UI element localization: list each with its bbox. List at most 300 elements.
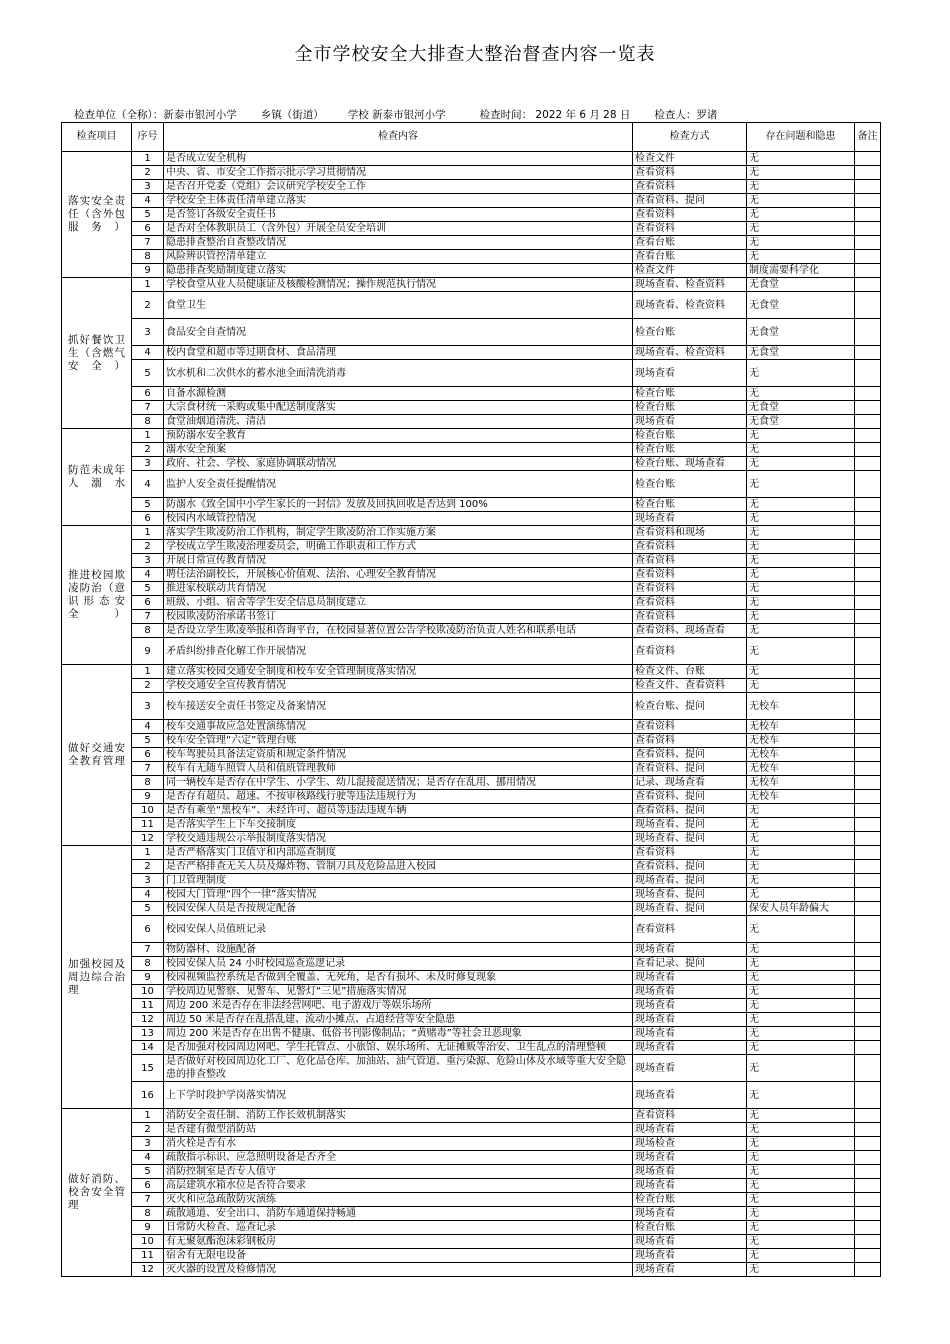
check-method: 现场查看 [633, 1027, 747, 1041]
remark-cell [855, 554, 881, 568]
check-method: 现场查看、检查资料 [633, 278, 747, 292]
problem-found: 无 [747, 874, 855, 888]
row-number: 2 [132, 540, 164, 554]
check-content: 食品安全自查情况 [164, 319, 633, 346]
check-method: 查看资料 [633, 568, 747, 582]
check-content: 消防安全责任制、消防工作长效机制落实 [164, 1109, 633, 1123]
inspector: 检查人：罗诸 [654, 109, 718, 121]
check-method: 检查台账 [633, 319, 747, 346]
remark-cell [855, 985, 881, 999]
row-number: 12 [132, 1263, 164, 1277]
row-number: 9 [132, 264, 164, 278]
check-method: 现场查看、提问 [633, 874, 747, 888]
check-method: 现场查看、检查资料 [633, 346, 747, 360]
table-row [62, 1041, 881, 1055]
check-content: 防溺水《致全国中小学生家长的一封信》发放及回执回收是否达到 100% [164, 498, 633, 512]
row-number: 9 [132, 638, 164, 665]
check-method: 现场查看 [633, 1151, 747, 1165]
problem-found: 无 [747, 387, 855, 401]
row-number: 8 [132, 415, 164, 429]
check-content: 是否有乘坐“黑校车”、未经许可、超员等违法违规车辆 [164, 804, 633, 818]
remark-cell [855, 360, 881, 387]
row-number: 2 [132, 1123, 164, 1137]
check-method: 现场检查 [633, 1137, 747, 1151]
row-number: 3 [132, 1137, 164, 1151]
remark-cell [855, 790, 881, 804]
remark-cell [855, 762, 881, 776]
table-row [62, 818, 881, 832]
problem-found: 无 [747, 1123, 855, 1137]
remark-cell [855, 624, 881, 638]
header-no: 序号 [132, 123, 164, 152]
remark-cell [855, 264, 881, 278]
check-content: 校园安保人员值班记录 [164, 916, 633, 943]
check-method: 查看台账 [633, 236, 747, 250]
remark-cell [855, 999, 881, 1013]
check-content: 落实学生欺凌防治工作机构，制定学生欺凌防治工作实施方案 [164, 526, 633, 540]
problem-found: 无 [747, 1082, 855, 1109]
row-number: 9 [132, 790, 164, 804]
check-method: 检查台账 [633, 387, 747, 401]
check-method: 检查文件、查看资料 [633, 679, 747, 693]
remark-cell [855, 860, 881, 874]
check-method: 查看资料 [633, 166, 747, 180]
check-method: 现场查看 [633, 971, 747, 985]
table-row [62, 1123, 881, 1137]
problem-found: 无 [747, 1207, 855, 1221]
problem-found: 无 [747, 596, 855, 610]
problem-found: 无 [747, 1041, 855, 1055]
problem-found: 无食堂 [747, 292, 855, 319]
problem-found: 无 [747, 957, 855, 971]
problem-found: 无 [747, 999, 855, 1013]
problem-found: 无校车 [747, 790, 855, 804]
check-content: 是否签订各级安全责任书 [164, 208, 633, 222]
problem-found: 无 [747, 971, 855, 985]
table-row [62, 971, 881, 985]
row-number: 3 [132, 319, 164, 346]
row-number: 7 [132, 610, 164, 624]
problem-found: 无 [747, 360, 855, 387]
remark-cell [855, 1221, 881, 1235]
problem-found: 无 [747, 236, 855, 250]
table-row [62, 222, 881, 236]
table-row [62, 526, 881, 540]
remark-cell [855, 292, 881, 319]
remark-cell [855, 610, 881, 624]
remark-cell [855, 957, 881, 971]
header-remark: 备注 [855, 123, 881, 152]
check-method: 查看资料、提问 [633, 748, 747, 762]
check-method: 查看资料、提问 [633, 860, 747, 874]
remark-cell [855, 846, 881, 860]
check-content: 校园欺凌防治承诺书签订 [164, 610, 633, 624]
check-method: 查看资料 [633, 916, 747, 943]
check-method: 记录、现场查看 [633, 776, 747, 790]
row-number: 3 [132, 180, 164, 194]
check-content: 消防控制室是否专人值守 [164, 1165, 633, 1179]
check-method: 查看资料、提问 [633, 804, 747, 818]
problem-found: 无校车 [747, 693, 855, 720]
table-row [62, 443, 881, 457]
problem-found: 保安人员年龄偏大 [747, 902, 855, 916]
table-row [62, 346, 881, 360]
remark-cell [855, 319, 881, 346]
table-row [62, 1055, 881, 1082]
table-row [62, 720, 881, 734]
table-row [62, 943, 881, 957]
check-content: 预防溺水安全教育 [164, 429, 633, 443]
table-row [62, 582, 881, 596]
problem-found: 无食堂 [747, 319, 855, 346]
page-title: 全市学校安全大排查大整治督查内容一览表 [294, 44, 656, 65]
remark-cell [855, 720, 881, 734]
check-method: 现场查看 [633, 360, 747, 387]
check-method: 检查台账 [633, 1221, 747, 1235]
remark-cell [855, 568, 881, 582]
problem-found: 无 [747, 166, 855, 180]
remark-cell [855, 1109, 881, 1123]
problem-found: 无 [747, 1263, 855, 1277]
problem-found: 无 [747, 679, 855, 693]
problem-found: 无 [747, 818, 855, 832]
table-row [62, 888, 881, 902]
check-content: 是否落实学生上下车交接制度 [164, 818, 633, 832]
header-item: 检查项目 [62, 123, 132, 152]
remark-cell [855, 1123, 881, 1137]
row-number: 8 [132, 1207, 164, 1221]
remark-cell [855, 194, 881, 208]
problem-found: 无校车 [747, 748, 855, 762]
problem-found: 无 [747, 1151, 855, 1165]
problem-found: 无 [747, 1055, 855, 1082]
remark-cell [855, 222, 881, 236]
check-content: 校园安保人员 24 小时校园巡查巡逻记录 [164, 957, 633, 971]
remark-cell [855, 638, 881, 665]
check-method: 现场查看 [633, 1179, 747, 1193]
remark-cell [855, 208, 881, 222]
row-number: 6 [132, 748, 164, 762]
remark-cell [855, 734, 881, 748]
row-number: 5 [132, 208, 164, 222]
table-row [62, 1221, 881, 1235]
row-number: 12 [132, 832, 164, 846]
table-row [62, 734, 881, 748]
check-content: 隐患排查奖励制度建立落实 [164, 264, 633, 278]
check-method: 现场查看 [633, 1207, 747, 1221]
table-row [62, 152, 881, 166]
remark-cell [855, 1179, 881, 1193]
table-row [62, 1207, 881, 1221]
check-method: 查看资料、现场查看 [633, 624, 747, 638]
row-number: 5 [132, 1165, 164, 1179]
problem-found: 无食堂 [747, 415, 855, 429]
problem-found: 无 [747, 1221, 855, 1235]
remark-cell [855, 776, 881, 790]
row-number: 4 [132, 471, 164, 498]
remark-cell [855, 748, 881, 762]
check-content: 是否召开党委（党组）会议研究学校安全工作 [164, 180, 633, 194]
problem-found: 无校车 [747, 720, 855, 734]
check-content: 自备水源检测 [164, 387, 633, 401]
check-content: 校车驾驶员具备法定资质和规定条件情况 [164, 748, 633, 762]
check-content: 是否建有微型消防站 [164, 1123, 633, 1137]
check-method: 检查文件 [633, 152, 747, 166]
check-method: 查看资料、提问 [633, 790, 747, 804]
remark-cell [855, 498, 881, 512]
check-content: 上下学时段护学岗落实情况 [164, 1082, 633, 1109]
remark-cell [855, 415, 881, 429]
check-content: 学校安全主体责任清单建立落实 [164, 194, 633, 208]
check-method: 现场查看 [633, 1013, 747, 1027]
check-method: 现场查看 [633, 1123, 747, 1137]
remark-cell [855, 1193, 881, 1207]
table-row [62, 638, 881, 665]
row-number: 4 [132, 568, 164, 582]
check-content: 班级、小组、宿舍等学生安全信息员制度建立 [164, 596, 633, 610]
problem-found: 无 [747, 443, 855, 457]
check-method: 现场查看、检查资料 [633, 292, 747, 319]
table-row [62, 624, 881, 638]
row-number: 3 [132, 693, 164, 720]
problem-found: 无 [747, 554, 855, 568]
check-content: 聘任法治副校长，开展核心价值观、法治、心理安全教育情况 [164, 568, 633, 582]
table-row [62, 568, 881, 582]
table-row [62, 264, 881, 278]
problem-found: 无 [747, 429, 855, 443]
remark-cell [855, 1041, 881, 1055]
table-row [62, 457, 881, 471]
check-content: 风险辨识管控清单建立 [164, 250, 633, 264]
table-row [62, 387, 881, 401]
check-content: 灭火器的设置及检修情况 [164, 1263, 633, 1277]
table-row [62, 1151, 881, 1165]
row-number: 5 [132, 498, 164, 512]
problem-found: 制度需要科学化 [747, 264, 855, 278]
table-row [62, 902, 881, 916]
remark-cell [855, 1207, 881, 1221]
table-row [62, 985, 881, 999]
section-name: 抓好餐饮卫生（含燃气安全） [62, 278, 132, 429]
row-number: 8 [132, 250, 164, 264]
row-number: 6 [132, 512, 164, 526]
remark-cell [855, 888, 881, 902]
problem-found: 无 [747, 498, 855, 512]
remark-cell [855, 1249, 881, 1263]
inspection-unit: 检查单位（全称）：新泰市银河小学 [74, 109, 237, 121]
check-content: 推进家校联动共育情况 [164, 582, 633, 596]
problem-found: 无 [747, 1193, 855, 1207]
remark-cell [855, 902, 881, 916]
check-content: 是否成立安全机构 [164, 152, 633, 166]
check-method: 查看记录、提问 [633, 957, 747, 971]
remark-cell [855, 1082, 881, 1109]
check-method: 检查台账 [633, 498, 747, 512]
row-number: 7 [132, 1193, 164, 1207]
row-number: 8 [132, 957, 164, 971]
problem-found: 无 [747, 526, 855, 540]
section-name: 防范未成年人溺水 [62, 429, 132, 526]
remark-cell [855, 804, 881, 818]
table-row [62, 292, 881, 319]
check-method: 现场查看 [633, 1263, 747, 1277]
check-content: 食堂油烟道清洗、清洁 [164, 415, 633, 429]
row-number: 2 [132, 443, 164, 457]
table-row [62, 748, 881, 762]
remark-cell [855, 693, 881, 720]
problem-found: 无 [747, 1013, 855, 1027]
check-content: 物防器材、设施配备 [164, 943, 633, 957]
check-method: 现场查看、提问 [633, 888, 747, 902]
check-method: 现场查看 [633, 1235, 747, 1249]
table-row [62, 250, 881, 264]
check-content: 疏散通道、安全出口、消防车通道保持畅通 [164, 1207, 633, 1221]
row-number: 8 [132, 624, 164, 638]
inspection-school: 学校 新泰市银河小学 [347, 109, 446, 121]
check-method: 检查台账 [633, 429, 747, 443]
check-method: 查看资料 [633, 554, 747, 568]
inspection-info [74, 107, 717, 122]
problem-found: 无 [747, 860, 855, 874]
row-number: 3 [132, 874, 164, 888]
check-content: 溺水安全预案 [164, 443, 633, 457]
check-content: 校园大门管理“四个一律”落实情况 [164, 888, 633, 902]
check-content: 校园安保人员是否按规定配备 [164, 902, 633, 916]
row-number: 11 [132, 818, 164, 832]
table-row [62, 208, 881, 222]
table-row [62, 360, 881, 387]
table-row [62, 319, 881, 346]
problem-found: 无 [747, 540, 855, 554]
check-method: 查看资料 [633, 540, 747, 554]
section-name: 落实安全责任（含外包服务） [62, 152, 132, 278]
table-row [62, 1263, 881, 1277]
problem-found: 无 [747, 1179, 855, 1193]
check-method: 查看台账 [633, 250, 747, 264]
check-method: 查看资料、提问 [633, 194, 747, 208]
problem-found: 无 [747, 582, 855, 596]
row-number: 2 [132, 679, 164, 693]
check-content: 学校周边见警察、见警车、见警灯“三见”措施落实情况 [164, 985, 633, 999]
check-content: 校园内水域管控情况 [164, 512, 633, 526]
row-number: 9 [132, 971, 164, 985]
table-row [62, 693, 881, 720]
check-method: 查看资料 [633, 180, 747, 194]
check-content: 是否做好对校园周边化工厂、危化品仓库、加油站、油气管道、重污染源、危险山体及水域等重大安全隐患的排查整改 [164, 1055, 633, 1082]
remark-cell [855, 679, 881, 693]
check-method: 现场查看 [633, 943, 747, 957]
problem-found: 无食堂 [747, 401, 855, 415]
table-row [62, 415, 881, 429]
header-method: 检查方式 [633, 123, 747, 152]
problem-found: 无 [747, 610, 855, 624]
row-number: 10 [132, 804, 164, 818]
check-content: 高层建筑水箱水位是否符合要求 [164, 1179, 633, 1193]
check-method: 查看资料、提问 [633, 762, 747, 776]
check-content: 校车安全管理“六定”管理台账 [164, 734, 633, 748]
problem-found: 无 [747, 1249, 855, 1263]
table-row [62, 180, 881, 194]
check-content: 开展日常宣传教育情况 [164, 554, 633, 568]
remark-cell [855, 429, 881, 443]
check-content: 建立落实校园交通安全制度和校车安全管理制度落实情况 [164, 665, 633, 679]
table-header-row [62, 123, 881, 152]
check-content: 是否设立学生欺凌举报和咨询平台，在校园显著位置公告学校欺凌防治负责人姓名和联系电话 [164, 624, 633, 638]
check-method: 现场查看 [633, 1082, 747, 1109]
check-method: 查看资料 [633, 208, 747, 222]
table-row [62, 665, 881, 679]
problem-found: 无食堂 [747, 346, 855, 360]
row-number: 1 [132, 846, 164, 860]
row-number: 10 [132, 1235, 164, 1249]
table-row [62, 776, 881, 790]
problem-found: 无 [747, 985, 855, 999]
table-row [62, 1179, 881, 1193]
row-number: 4 [132, 346, 164, 360]
remark-cell [855, 1151, 881, 1165]
check-content: 大宗食材统一采购或集中配送制度落实 [164, 401, 633, 415]
row-number: 7 [132, 236, 164, 250]
check-content: 疏散指示标识、应急照明设备是否齐全 [164, 1151, 633, 1165]
table-row [62, 1082, 881, 1109]
row-number: 1 [132, 429, 164, 443]
check-content: 隐患排查整治自查整改情况 [164, 236, 633, 250]
row-number: 1 [132, 152, 164, 166]
check-method: 现场查看 [633, 985, 747, 999]
check-method: 查看资料和现场 [633, 526, 747, 540]
table-row [62, 554, 881, 568]
row-number: 12 [132, 1013, 164, 1027]
remark-cell [855, 874, 881, 888]
remark-cell [855, 596, 881, 610]
remark-cell [855, 278, 881, 292]
check-method: 现场查看 [633, 415, 747, 429]
check-method: 检查文件 [633, 264, 747, 278]
table-row [62, 512, 881, 526]
check-content: 校车交通事故应急处置演练情况 [164, 720, 633, 734]
row-number: 5 [132, 734, 164, 748]
table-row [62, 278, 881, 292]
problem-found: 无 [747, 471, 855, 498]
row-number: 1 [132, 665, 164, 679]
check-content: 周边 200 米是否存在非法经营网吧、电子游戏厅等娱乐场所 [164, 999, 633, 1013]
check-content: 饮水机和二次供水的蓄水池全面清洗消毒 [164, 360, 633, 387]
check-content: 学校交通违规公示举报制度落实情况 [164, 832, 633, 846]
problem-found: 无校车 [747, 762, 855, 776]
remark-cell [855, 1165, 881, 1179]
problem-found: 无校车 [747, 734, 855, 748]
row-number: 3 [132, 457, 164, 471]
row-number: 5 [132, 582, 164, 596]
check-content: 消火栓是否有水 [164, 1137, 633, 1151]
problem-found: 无 [747, 943, 855, 957]
row-number: 7 [132, 762, 164, 776]
check-content: 是否加强对校园周边网吧、学生托管点、小旅馆、娱乐场所、无证摊贩等治安、卫生乱点的清理整顿 [164, 1041, 633, 1055]
check-content: 宿舍有无限电设备 [164, 1249, 633, 1263]
problem-found: 无食堂 [747, 278, 855, 292]
check-content: 门卫管理制度 [164, 874, 633, 888]
remark-cell [855, 540, 881, 554]
table-row [62, 1109, 881, 1123]
check-method: 查看资料 [633, 596, 747, 610]
row-number: 4 [132, 888, 164, 902]
check-method: 查看资料 [633, 222, 747, 236]
problem-found: 无 [747, 1027, 855, 1041]
remark-cell [855, 1137, 881, 1151]
problem-found: 无 [747, 152, 855, 166]
problem-found: 无 [747, 916, 855, 943]
table-row [62, 874, 881, 888]
